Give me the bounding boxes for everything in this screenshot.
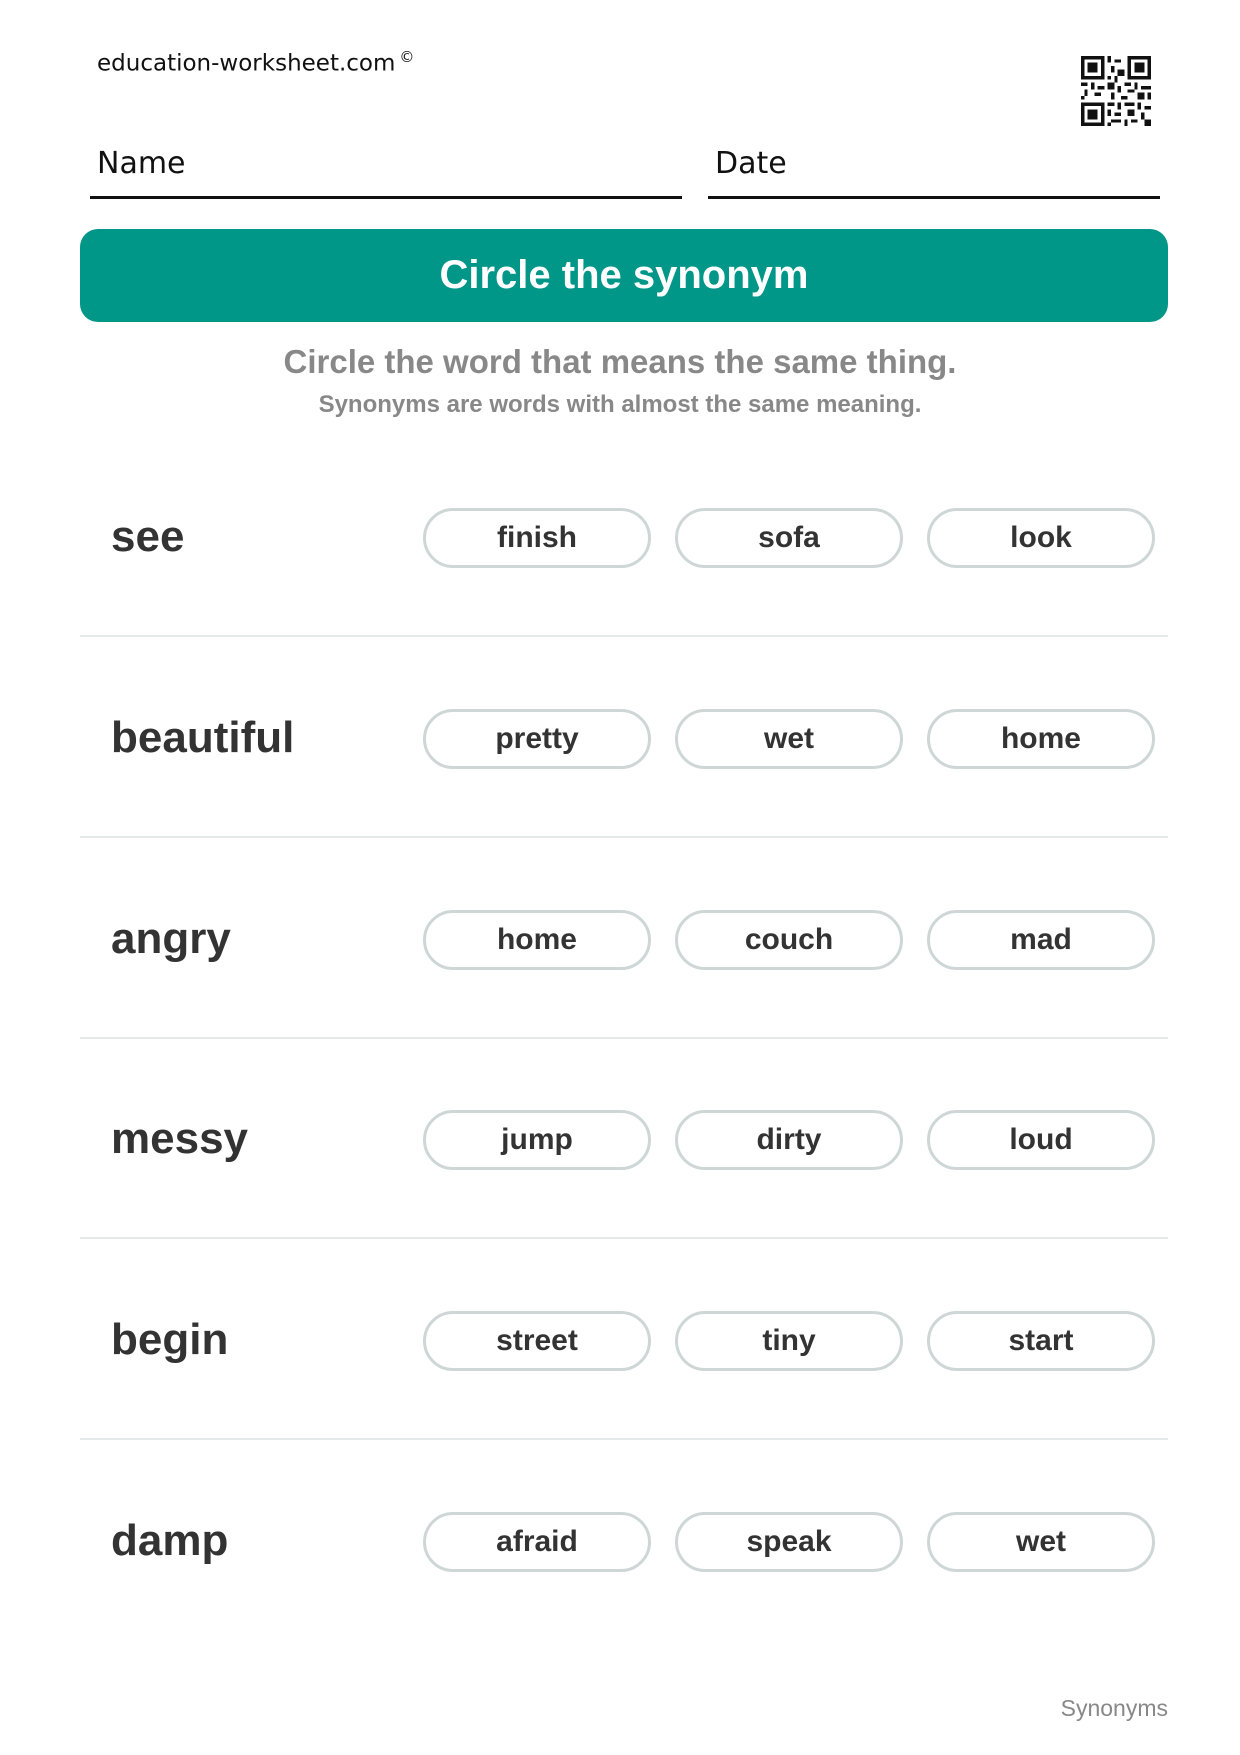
name-field[interactable] [90,140,682,199]
target-word: damp [111,1516,229,1565]
option-pill[interactable]: speak [675,1512,903,1572]
question-row [80,637,1168,838]
footer-topic: Synonyms [1060,1695,1168,1721]
site-name-text: education-worksheet.com [97,50,396,77]
instruction-main: Circle the word that means the same thing. [283,343,957,380]
date-field[interactable] [708,140,1160,199]
option-pill[interactable]: mad [927,910,1155,970]
question-row [80,1239,1168,1440]
option-pill[interactable]: finish [423,508,651,568]
option-pill[interactable]: look [927,508,1155,568]
option-pill[interactable]: tiny [675,1311,903,1371]
option-pill[interactable]: jump [423,1110,651,1170]
copyright-symbol: © [399,48,415,66]
worksheet-title: Circle the synonym [439,253,809,297]
instruction-sub: Synonyms are words with almost the same meaning. [318,391,922,418]
title-banner [80,229,1168,322]
option-pill[interactable]: street [423,1311,651,1371]
site-name [97,48,414,77]
option-pill[interactable]: couch [675,910,903,970]
option-pill[interactable]: wet [927,1512,1155,1572]
qr-code-icon [1081,56,1151,126]
question-row [80,436,1168,637]
target-word: beautiful [111,713,295,762]
option-pill[interactable]: home [927,709,1155,769]
target-word: see [111,512,185,561]
option-pill[interactable]: afraid [423,1512,651,1572]
target-word: messy [111,1114,249,1163]
name-label: Name [97,146,186,181]
question-row [80,838,1168,1039]
option-pill[interactable]: dirty [675,1110,903,1170]
target-word: begin [111,1315,229,1364]
option-pill[interactable]: loud [927,1110,1155,1170]
option-pill[interactable]: start [927,1311,1155,1371]
option-pill[interactable]: wet [675,709,903,769]
option-pill[interactable]: sofa [675,508,903,568]
target-word: angry [111,914,231,963]
date-label: Date [715,146,787,181]
option-pill[interactable]: home [423,910,651,970]
question-row [80,1038,1168,1239]
option-pill[interactable]: pretty [423,709,651,769]
question-row [80,1440,1168,1641]
